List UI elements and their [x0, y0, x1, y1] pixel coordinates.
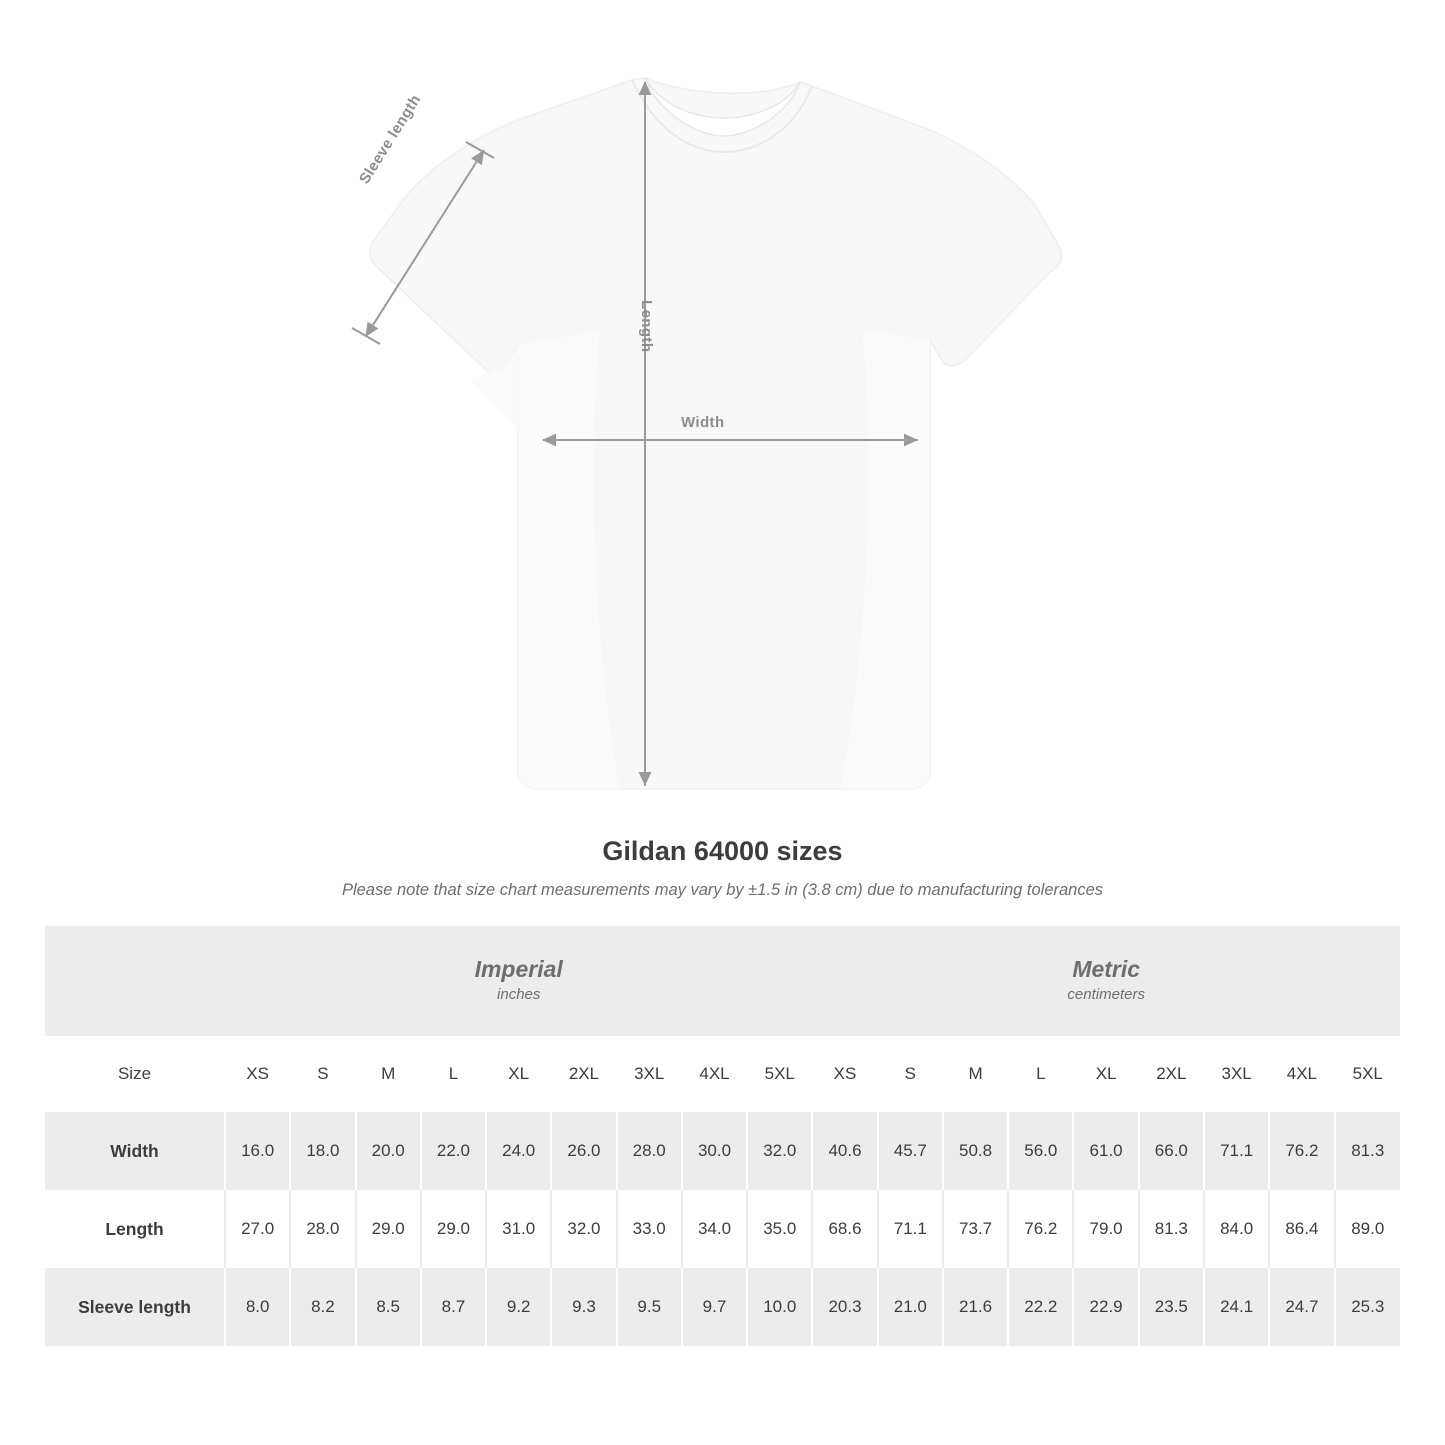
width-s-in: 18.0 — [290, 1112, 355, 1190]
sleeve-3xl-in: 9.5 — [617, 1268, 682, 1346]
length-4xl-cm: 86.4 — [1269, 1190, 1334, 1268]
tshirt-shape — [370, 78, 1062, 789]
width-4xl-in: 30.0 — [682, 1112, 747, 1190]
sleeve-3xl-cm: 24.1 — [1204, 1268, 1269, 1346]
length-m-in: 29.0 — [356, 1190, 421, 1268]
unit-header-row — [45, 926, 1400, 1036]
length-m-cm: 73.7 — [943, 1190, 1008, 1268]
size-col-17: 5XL — [1335, 1036, 1400, 1112]
length-xl-cm: 79.0 — [1073, 1190, 1138, 1268]
width-4xl-cm: 76.2 — [1269, 1112, 1334, 1190]
length-s-in: 28.0 — [290, 1190, 355, 1268]
length-xs-cm: 68.6 — [812, 1190, 877, 1268]
length-l-in: 29.0 — [421, 1190, 486, 1268]
length-5xl-cm: 89.0 — [1335, 1190, 1400, 1268]
unit-group-imperial-sub: inches — [497, 986, 541, 1004]
width-m-in: 20.0 — [356, 1112, 421, 1190]
unit-group-imperial-name: Imperial — [474, 955, 563, 982]
page-title: Gildan 64000 sizes — [602, 836, 843, 866]
width-xl-cm: 61.0 — [1073, 1112, 1138, 1190]
size-col-8: 5XL — [747, 1036, 812, 1112]
length-5xl-in: 35.0 — [747, 1190, 812, 1268]
length-l-cm: 76.2 — [1008, 1190, 1073, 1268]
size-chart-table — [45, 926, 1400, 1346]
unit-group-metric-sub: centimeters — [1067, 986, 1145, 1004]
width-l-cm: 56.0 — [1008, 1112, 1073, 1190]
sleeve-2xl-cm: 23.5 — [1139, 1268, 1204, 1346]
unit-header-spacer — [45, 926, 225, 1036]
sleeve-2xl-in: 9.3 — [551, 1268, 616, 1346]
sleeve-s-in: 8.2 — [290, 1268, 355, 1346]
sleeve-length-label: Sleeve length — [356, 91, 425, 188]
width-s-cm: 45.7 — [878, 1112, 943, 1190]
row-header-size: Size — [117, 1064, 152, 1083]
width-xs-cm: 40.6 — [812, 1112, 877, 1190]
sleeve-xs-cm: 20.3 — [812, 1268, 877, 1346]
sleeve-s-cm: 21.0 — [878, 1268, 943, 1346]
size-col-12: L — [1008, 1036, 1073, 1112]
width-m-cm: 50.8 — [943, 1112, 1008, 1190]
length-xs-in: 27.0 — [225, 1190, 290, 1268]
chart-title-block — [0, 836, 1445, 900]
length-3xl-in: 33.0 — [617, 1190, 682, 1268]
size-col-13: XL — [1073, 1036, 1138, 1112]
size-col-1: S — [290, 1036, 355, 1112]
sleeve-4xl-cm: 24.7 — [1269, 1268, 1334, 1346]
length-label: Length — [638, 300, 655, 353]
sleeve-xs-in: 8.0 — [225, 1268, 290, 1346]
size-col-9: XS — [812, 1036, 877, 1112]
length-2xl-cm: 81.3 — [1139, 1190, 1204, 1268]
size-col-7: 4XL — [682, 1036, 747, 1112]
size-header-row — [45, 1036, 1400, 1112]
tolerance-note: Please note that size chart measurements may vary by ±1.5 in (3.8 cm) due to manufacturing tolerances — [341, 881, 1104, 899]
sleeve-m-cm: 21.6 — [943, 1268, 1008, 1346]
size-col-11: M — [943, 1036, 1008, 1112]
size-col-15: 3XL — [1204, 1036, 1269, 1112]
row-label-sleeve-length: Sleeve length — [78, 1296, 191, 1317]
width-xs-in: 16.0 — [225, 1112, 290, 1190]
sleeve-4xl-in: 9.7 — [682, 1268, 747, 1346]
length-xl-in: 31.0 — [486, 1190, 551, 1268]
table-row-length — [45, 1190, 1400, 1268]
width-5xl-cm: 81.3 — [1335, 1112, 1400, 1190]
unit-group-metric-name: Metric — [1072, 955, 1141, 982]
sleeve-l-in: 8.7 — [421, 1268, 486, 1346]
width-2xl-cm: 66.0 — [1139, 1112, 1204, 1190]
length-3xl-cm: 84.0 — [1204, 1190, 1269, 1268]
size-col-6: 3XL — [617, 1036, 682, 1112]
length-s-cm: 71.1 — [878, 1190, 943, 1268]
size-col-4: XL — [486, 1036, 551, 1112]
sleeve-m-in: 8.5 — [356, 1268, 421, 1346]
width-xl-in: 24.0 — [486, 1112, 551, 1190]
unit-group-imperial — [225, 926, 812, 1036]
sleeve-5xl-cm: 25.3 — [1335, 1268, 1400, 1346]
row-label-width: Width — [110, 1140, 159, 1161]
length-2xl-in: 32.0 — [551, 1190, 616, 1268]
size-col-10: S — [878, 1036, 943, 1112]
length-4xl-in: 34.0 — [682, 1190, 747, 1268]
width-label: Width — [681, 414, 725, 431]
table-row-sleeve-length — [45, 1268, 1400, 1346]
width-3xl-in: 28.0 — [617, 1112, 682, 1190]
sleeve-l-cm: 22.2 — [1008, 1268, 1073, 1346]
size-col-16: 4XL — [1269, 1036, 1334, 1112]
table-row-width — [45, 1112, 1400, 1190]
size-col-3: L — [421, 1036, 486, 1112]
width-l-in: 22.0 — [421, 1112, 486, 1190]
size-col-5: 2XL — [551, 1036, 616, 1112]
size-col-2: M — [356, 1036, 421, 1112]
width-5xl-in: 32.0 — [747, 1112, 812, 1190]
width-3xl-cm: 71.1 — [1204, 1112, 1269, 1190]
size-col-14: 2XL — [1139, 1036, 1204, 1112]
size-col-0: XS — [225, 1036, 290, 1112]
unit-group-metric — [812, 926, 1400, 1036]
sleeve-5xl-in: 10.0 — [747, 1268, 812, 1346]
size-table-wrapper — [45, 926, 1400, 1346]
sleeve-xl-cm: 22.9 — [1073, 1268, 1138, 1346]
row-label-length: Length — [105, 1218, 164, 1239]
width-2xl-in: 26.0 — [551, 1112, 616, 1190]
sleeve-xl-in: 9.2 — [486, 1268, 551, 1346]
